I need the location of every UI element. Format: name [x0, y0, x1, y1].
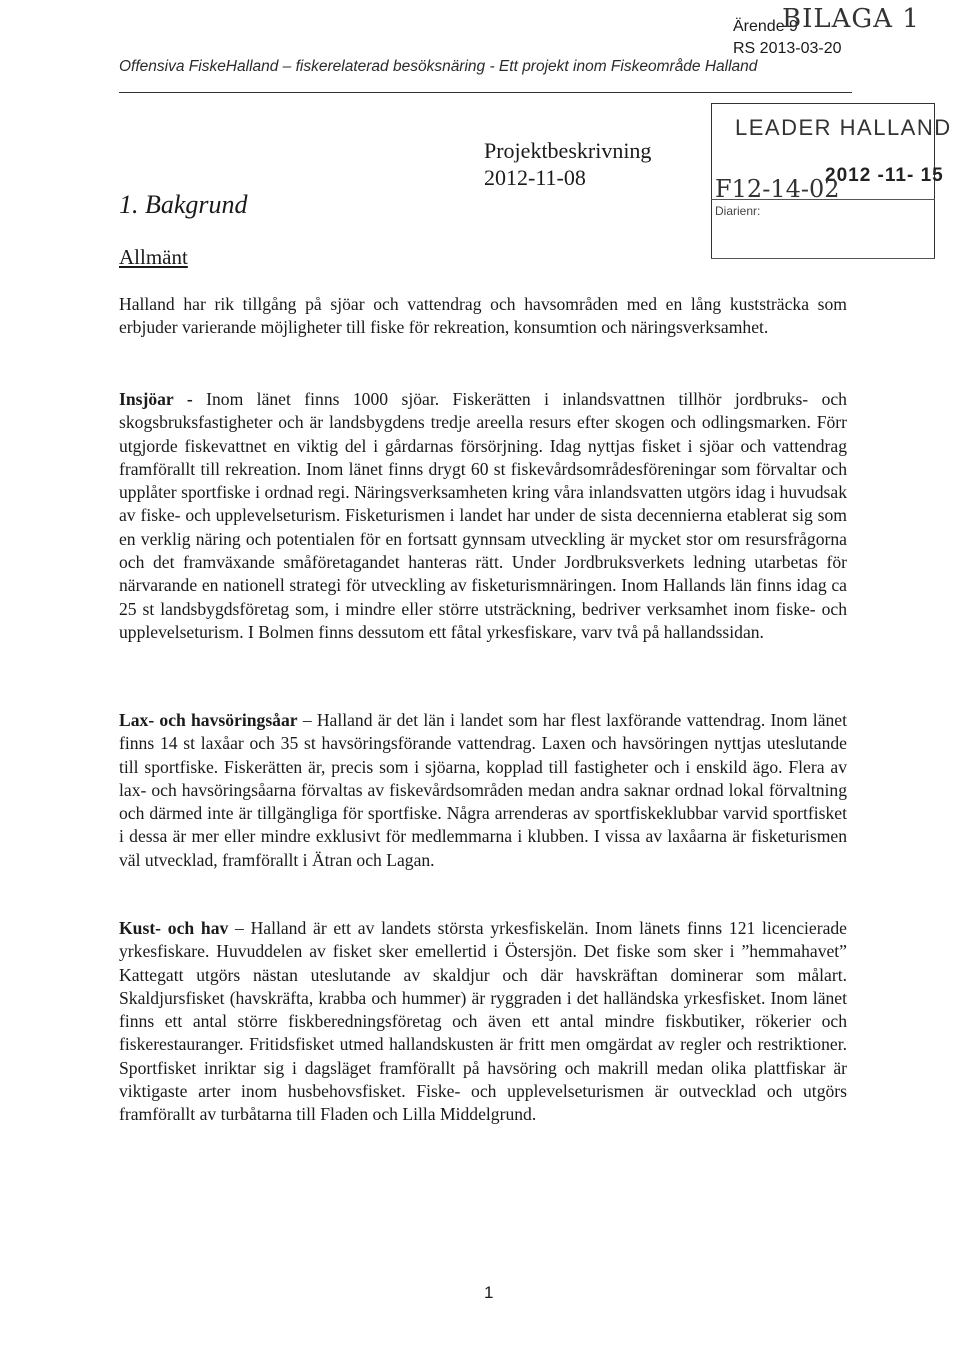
- document-type: Projektbeskrivning: [484, 138, 652, 163]
- document-date: 2012-11-08: [484, 165, 586, 190]
- stamp-date: 2012 -11- 15: [825, 165, 944, 186]
- section-heading: 1. Bakgrund: [119, 190, 248, 219]
- subsection-heading: Allmänt: [119, 245, 188, 269]
- kust-lead: Kust- och hav: [119, 918, 229, 938]
- kust-text: – Halland är ett av landets största yrkesfiskelän. Inom länets finns 121 licencierade yrkesfiskare. Huvuddelen av fisket sker emellertid i Östersjön. Det fiske som sker i ”hemmahavet” Kattegatt utgörs nästan uteslutande av skaldjur och där havskräftan dominerar som målart. Skaldjursfisket (havskräfta, krabba och hummer) är ryggraden i det halländska yrkesfisket. Inom länet finns ett antal större fiskberedningsföretag och även ett antal mindre fiskbutiker, rökerier och fiskerestauranger. Fritidsfisket utmed hallandskusten är fritt men omgärdat av regler och restriktioner. Sportfisket inriktar sig i dagsläget framförallt på havsöring och makrill medan olika plattfiskar är viktigaste arter inom husbehovsfisket. Fiske- och upplevelseturismen är outvecklad och utgörs framförallt av turbåtarna till Fladen och Lilla Middelgrund.: [119, 918, 847, 1125]
- stamp-handwritten-number: F12-14-02: [715, 175, 840, 203]
- lax-text: – Halland är det län i landet som har flest laxförande vattendrag. Inom länet finns 14 st laxåar och 35 st havsöringsförande vattendrag. Laxen och havsöringen nyttjas uteslutande till sportfiske. Fiskerätten är, precis som i sjöarna, kopplad till fastigheter och i enskild ägo. Flera av lax- och havsöringsåarna förvaltas av fiskevårdsområden medan andra saknar ordnad lokal förvaltning och därmed inte är tillgängliga för sportfiske. Några arrenderas av sportfiskeklubbar varvid sportfisket i dessa är mer eller mindre exklusivt för medlemmarna i klubben. I vissa av laxåarna är fisketurismen väl utvecklad, framförallt i Ätran och Lagan.: [119, 710, 847, 870]
- stamp-diarienr-label: Diarienr:: [715, 204, 761, 218]
- rs-date: RS 2013-03-20: [733, 40, 842, 57]
- paragraph-kust: [119, 917, 847, 1127]
- running-header: Offensiva FiskeHalland – fiskerelaterad besöksnäring - Ett projekt inom Fiskeområde Halland: [119, 58, 758, 75]
- insjoar-lead: Insjöar -: [119, 389, 193, 409]
- page-number: 1: [484, 1283, 494, 1302]
- stamp-title: LEADER HALLAND: [735, 115, 952, 140]
- registration-stamp: [707, 103, 952, 260]
- paragraph-insjoar: [119, 388, 847, 644]
- insjoar-text: Inom länet finns 1000 sjöar. Fiskerätten i inlandsvattnen tillhör jordbruks- och skogsbruksfastigheter och är landsbygdens tredje areella resurs efter skogen och odlingsmarken. Förr utgjorde fiskevattnet en viktig del i gårdarnas försörjning. Idag nyttjas fisket i sjöar och vattendrag framförallt till rekreation. Inom länet finns drygt 60 st fiskevårdsområdesföreningar som förvaltar och upplåter sportfiske i ordnad regi. Näringsverksamheten kring våra inlandsvatten utgörs idag i huvudsak av fiske- och upplevelseturism. Fisketurismen i landet har under de sista decennierna etablerat sig som en verklig näring och potentialen för en fortsatt gynnsam utveckling är mycket stor om resursfrågorna och det framväxande småföretagandet hanteras rätt. Under Jordbruksverkets ledning utarbetas för närvarande en nationell strategi för utveckling av fisketurismnäringen. Inom Hallands län finns idag ca 25 st landsbygdsföretag som, i mindre eller större utsträckning, bedriver verksamhet inom fiske- och upplevelseturism. I Bolmen finns dessutom ett fåtal yrkesfiskare, varv två på hallandssidan.: [119, 389, 847, 642]
- handwritten-bilaga-note: BILAGA 1: [782, 4, 920, 34]
- stamp-border-top: [711, 103, 935, 104]
- paragraph-lax: [119, 709, 847, 872]
- stamp-border-bottom: [711, 258, 935, 259]
- lax-lead: Lax- och havsöringsåar: [119, 710, 298, 730]
- paragraph-intro: Halland har rik tillgång på sjöar och vattendrag och havsområden med en lång kuststräcka som erbjuder varierande möjligheter till fiske för rekreation, konsumtion och näringsverksamhet.: [119, 294, 847, 338]
- arende-label: Ärende 9: [733, 18, 798, 35]
- header-divider: [119, 92, 852, 93]
- stamp-border-left: [711, 103, 712, 259]
